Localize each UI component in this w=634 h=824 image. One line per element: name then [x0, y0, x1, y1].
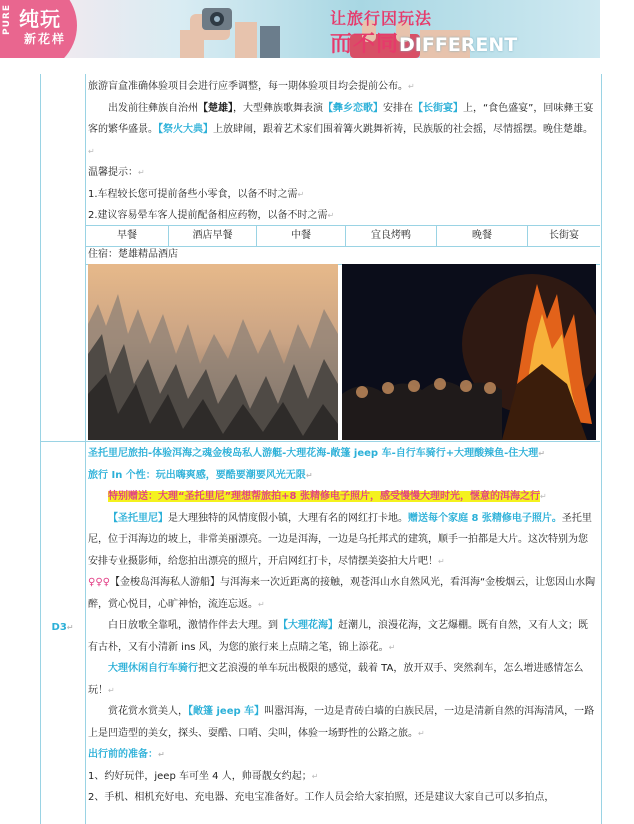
- tip-1: 1.车程较长您可提前备些小零食，以备不时之需↵: [88, 188, 305, 200]
- day3-description: [88, 443, 596, 809]
- brand-logo-subtitle: 新花样: [24, 32, 67, 46]
- brand-logo-pure: PURE: [2, 4, 12, 35]
- day3-para-santorini: 【圣托里尼】是大理独特的风情度假小镇，大理有名的网红打卡地。赠送每个家庭 8 张精修电子照片。圣托里尼，位于洱海边的坡上，非常美丽漂亮。一边是洱海，一边是乌托邦式的建筑，顺手一拍都是大片。这次特别为您安排专业摄影师，给您拍出漂亮的照片，开启网红打卡，尽情摆美姿拍大片吧！↵: [88, 512, 592, 567]
- day2-para-chuxiong: 出发前往彝族自治州【楚雄】，大型彝族歌舞表演【彝乡恋歌】安排在【长街宴】上，“食色盛宴”，回味彝王宴客的繁华盛景。【祭火大典】上放肆闹，跟着艺术家们围着篝火跳舞祈祷，民族版的社会摇，尽情摇摆。晚住楚雄。↵: [88, 102, 594, 156]
- day2-description: [88, 76, 596, 227]
- day3-motto: 旅行 In 个性：玩出嗨爽感，要酷要潮要风光无限↵: [88, 469, 313, 481]
- day3-label: D3↵: [51, 622, 74, 633]
- bonfire-photo: [342, 264, 596, 440]
- female-symbol-icons: ♀♀♀: [88, 577, 110, 588]
- slogan-line-1: 让旅行因玩法: [330, 9, 433, 28]
- day3-para-jeep: 赏花赏水赏美人，【敞篷 jeep 车】叫嚣洱海，一边是青砖白墙的白族民居，一边是清新自然的洱海清风，一路上是凹造型的美女，探头、耍酷、口哨、尖叫，体验一场野性的公路之旅。↵: [88, 706, 595, 739]
- row-divider-day3-top: [40, 441, 600, 442]
- hotel-info: 住宿：楚雄精品酒店: [88, 249, 178, 260]
- day3-title: 圣托里尼旅拍-体验洱海之魂金梭岛私人游艇-大理花海-敞篷 jeep 车-自行车骑行+大理酸辣鱼-住大理↵: [88, 448, 545, 459]
- prep-1: 1、约好玩伴，jeep 车可坐 4 人，帅哥靓女约起；↵: [88, 770, 319, 782]
- table-day-column-divider: [85, 74, 86, 824]
- slogan-cn: 而不同: [330, 32, 400, 57]
- tip-2: 2.建议容易晕车客人提前配备相应药物，以备不时之需↵: [88, 210, 335, 221]
- day3-para-flowers: 白日放歌全靠吼，激情作伴去大理。到【大理花海】赶潮儿，浪漫花海，文艺爆棚。既有自然，又有人文；既有古朴，又有小清新 ins 风，为您的旅行来上点睛之笔，锦上添花。↵: [88, 620, 588, 653]
- meal-label-breakfast: 早餐: [117, 230, 137, 241]
- tips-title: 温馨提示：↵: [88, 167, 145, 178]
- meal-label-lunch: 中餐: [291, 230, 311, 241]
- prep-2: 2、手机、相机充好电、充电器、充电宝准备好。工作人员会给大家拍照，还是建议大家自己可以多拍点，: [88, 792, 555, 803]
- day2-para-blindbox: 旅游盲盒准确体验项目会进行应季调整，每一期体验项目均会提前公布。↵: [88, 81, 415, 92]
- brand-logo-title: 纯玩: [19, 7, 61, 31]
- header-banner: [0, 0, 600, 58]
- slogan-en: DIFFERENT: [399, 34, 518, 56]
- meal-value-breakfast: 酒店早餐: [192, 230, 233, 241]
- banner-slogan: [330, 6, 517, 58]
- meal-label-dinner: 晚餐: [472, 230, 492, 241]
- prep-title: 出行前的准备：↵: [88, 749, 165, 760]
- day3-para-bike: 大理休闲自行车骑行把文艺浪漫的单车玩出极限的感觉，载着 TA，放开双手、突然刹车，怎么增进感情怎么玩！↵: [88, 663, 584, 696]
- day3-gift: 特别赠送：大理“圣托里尼”理想帮旅拍+8 张精修电子照片，感受慢慢大理时光，惬意的洱海之行↵: [108, 491, 547, 502]
- slogan-line-2: [330, 27, 517, 58]
- stone-forest-photo: [88, 264, 338, 440]
- meal-value-lunch: 宜良烤鸭: [371, 230, 411, 241]
- day3-para-boat: ♀♀♀【金梭岛洱海私人游船】与洱海来一次近距离的接触，观苍洱山水自然风光，看洱海“金梭烟云，让您因山水陶醉，赏心悦目，心旷神怡，流连忘返。↵: [88, 577, 596, 610]
- meal-value-dinner: 长街宴: [549, 230, 579, 241]
